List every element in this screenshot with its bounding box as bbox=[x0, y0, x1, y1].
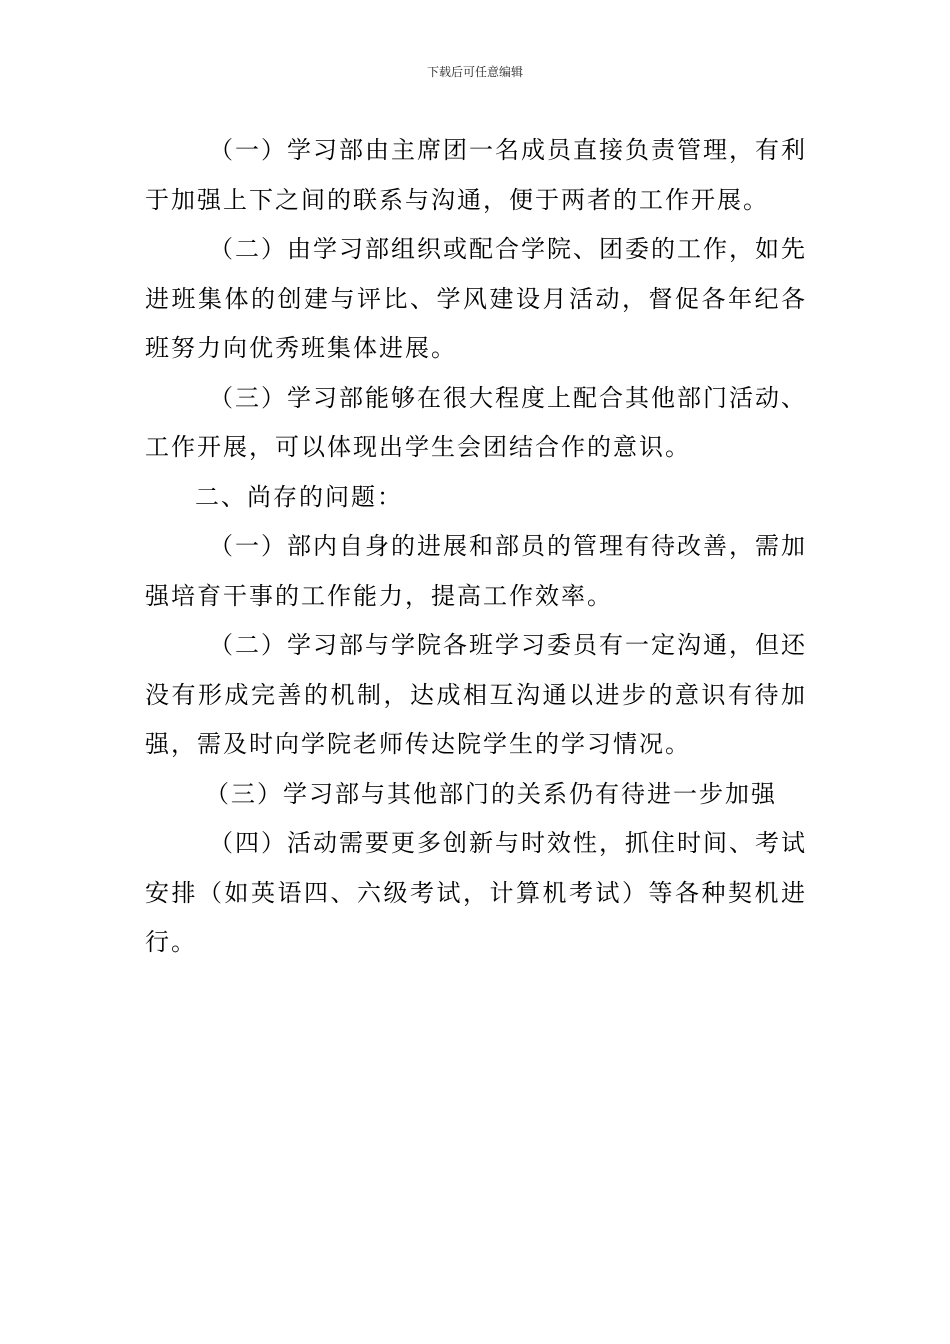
paragraph-6: （三）学习部与其他部门的关系仍有待进一步加强 bbox=[205, 779, 777, 808]
paragraph-7: （四）活动需要更多创新与时效性，抓住时间、考试安排（如英语四、六级考试，计算机考试）等各种契机进行。 bbox=[145, 829, 807, 956]
paragraph-2: （二）由学习部组织或配合学院、团委的工作，如先进班集体的创建与评比、学风建设月活动，督促各年纪各班努力向优秀班集体进展。 bbox=[145, 235, 807, 362]
paragraph-1: （一）学习部由主席团一名成员直接负责管理，有利于加强上下之间的联系与沟通，便于两者的工作开展。 bbox=[145, 136, 807, 214]
document-body bbox=[145, 126, 807, 968]
paragraph-4: （一）部内自身的进展和部员的管理有待改善，需加强培育干事的工作能力，提高工作效率。 bbox=[145, 532, 807, 610]
paragraph-3: （三）学习部能够在很大程度上配合其他部门活动、工作开展，可以体现出学生会团结合作的意识。 bbox=[145, 383, 807, 461]
section-heading-issues: 二、尚存的问题： bbox=[195, 482, 403, 511]
page-header: 下载后可任意编辑 bbox=[426, 65, 523, 79]
paragraph-5: （二）学习部与学院各班学习委员有一定沟通，但还没有形成完善的机制，达成相互沟通以进步的意识有待加强，需及时向学院老师传达院学生的学习情况。 bbox=[145, 631, 807, 758]
